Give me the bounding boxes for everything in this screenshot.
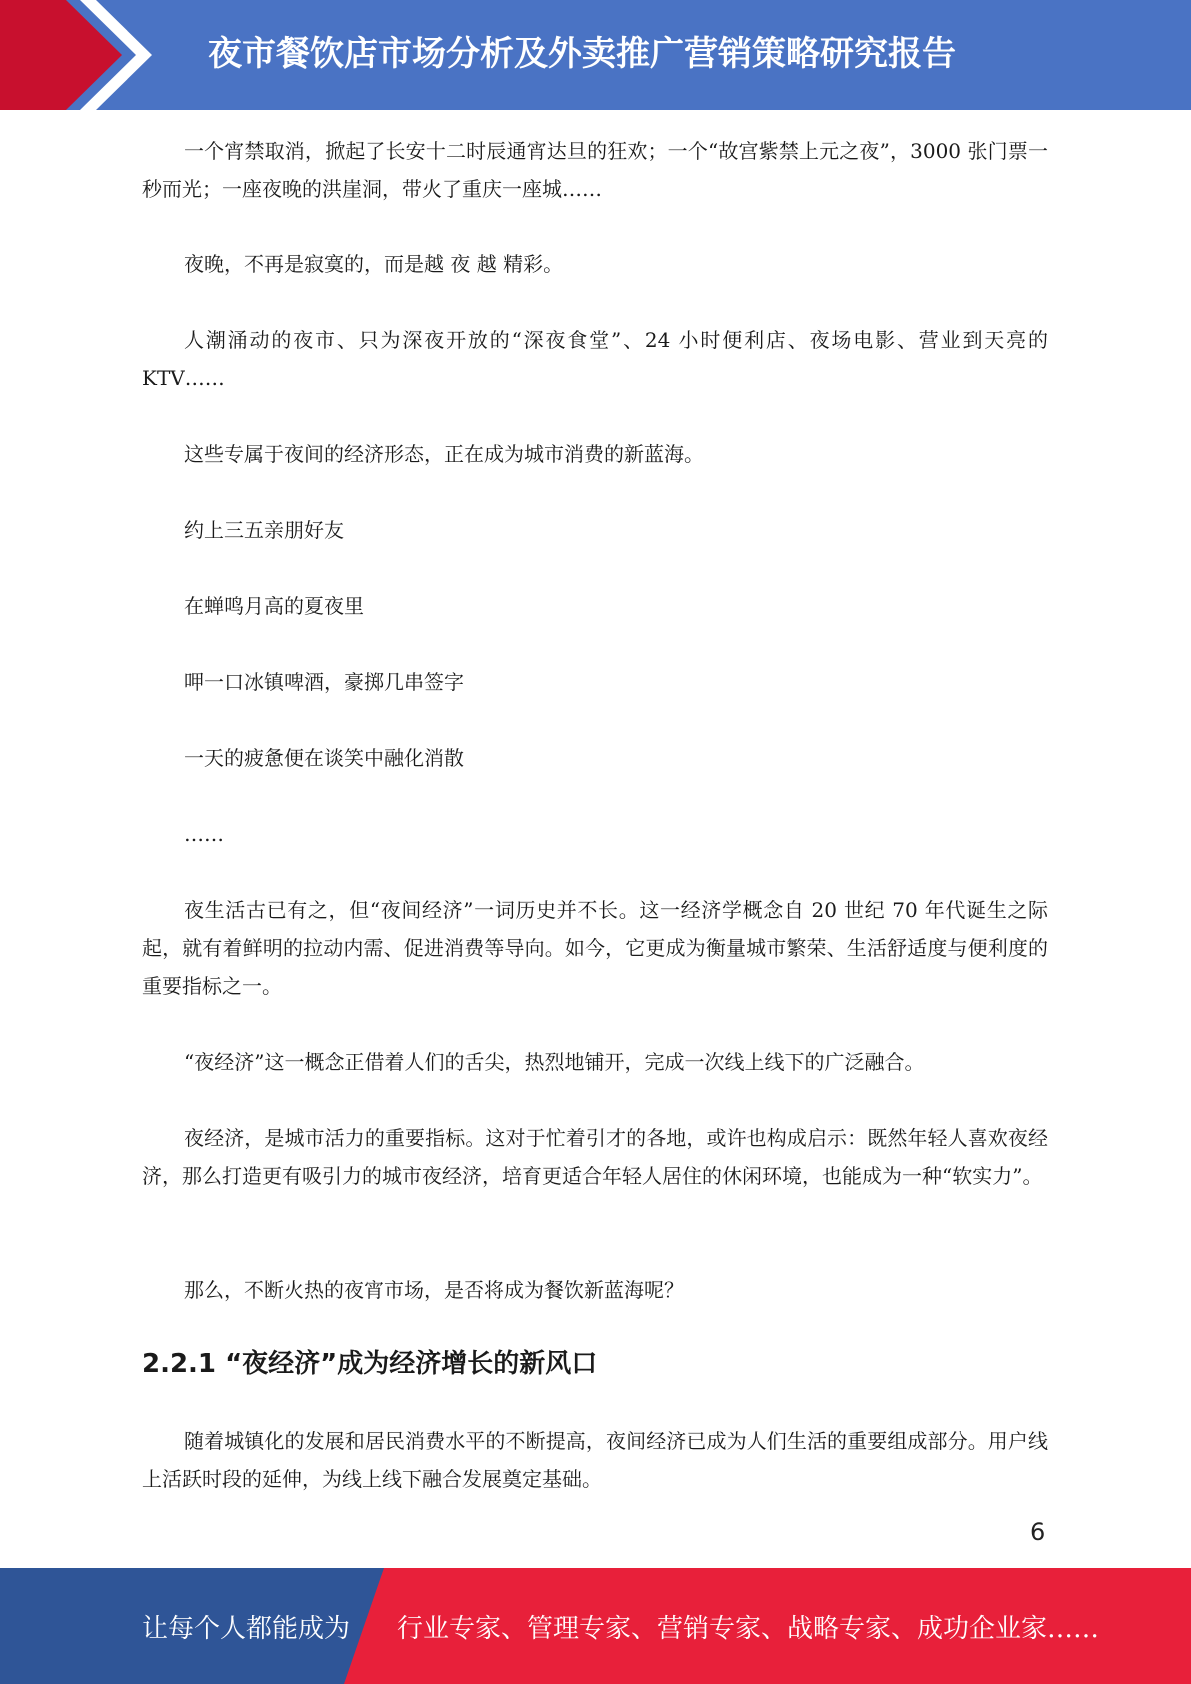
report-title: 夜市餐饮店市场分析及外卖推广营销策略研究报告: [208, 34, 956, 74]
paragraph: 夜经济，是城市活力的重要指标。这对于忙着引才的各地，或许也构成启示：既然年轻人喜欢夜经济，那么打造更有吸引力的城市夜经济，培育更适合年轻人居住的休闲环境，也能成为一种“软实力”。: [142, 1126, 1048, 1188]
paragraph: 人潮涌动的夜市、只为深夜开放的“深夜食堂”、24 小时便利店、夜场电影、营业到天亮的 KTV……: [142, 328, 1048, 390]
footer-slogan-left: 让每个人都能成为: [142, 1614, 351, 1644]
paragraph: 一天的疲惫便在谈笑中融化消散: [184, 746, 464, 770]
header-arrow-icon: [0, 0, 160, 110]
paragraph: 呷一口冰镇啤酒，豪掷几串签字: [184, 670, 464, 694]
paragraph: 一个宵禁取消，掀起了长安十二时辰通宵达旦的狂欢；一个“故宫紫禁上元之夜”，3000 张门票一秒而光；一座夜晚的洪崖洞，带火了重庆一座城……: [142, 139, 1048, 201]
page-header: [0, 0, 1191, 110]
paragraph: 夜生活古已有之，但“夜间经济”一词历史并不长。这一经济学概念自 20 世纪 70 年代诞生之际起，就有着鲜明的拉动内需、促进消费等导向。如今，它更成为衡量城市繁荣、生活舒适度与便利度的重要指标之一。: [142, 898, 1048, 998]
paragraph: ……: [184, 822, 224, 846]
paragraph: 在蝉鸣月高的夏夜里: [184, 594, 364, 618]
page-number: 6: [1030, 1518, 1046, 1546]
section-heading: 2.2.1 “夜经济”成为经济增长的新风口: [142, 1349, 598, 1379]
paragraph: 约上三五亲朋好友: [184, 518, 344, 542]
page-footer: [0, 1568, 1191, 1684]
paragraph: 随着城镇化的发展和居民消费水平的不断提高，夜间经济已成为人们生活的重要组成部分。用户线上活跃时段的延伸，为线上线下融合发展奠定基础。: [142, 1429, 1048, 1491]
paragraph: 夜晚，不再是寂寞的，而是越 夜 越 精彩。: [184, 252, 564, 276]
paragraph: 那么，不断火热的夜宵市场，是否将成为餐饮新蓝海呢？: [184, 1278, 684, 1302]
paragraph: 这些专属于夜间的经济形态，正在成为城市消费的新蓝海。: [184, 442, 704, 466]
paragraph: “夜经济”这一概念正借着人们的舌尖，热烈地铺开，完成一次线上线下的广泛融合。: [184, 1050, 925, 1074]
footer-slogan-right: 行业专家、管理专家、营销专家、战略专家、成功企业家……: [397, 1614, 1100, 1644]
